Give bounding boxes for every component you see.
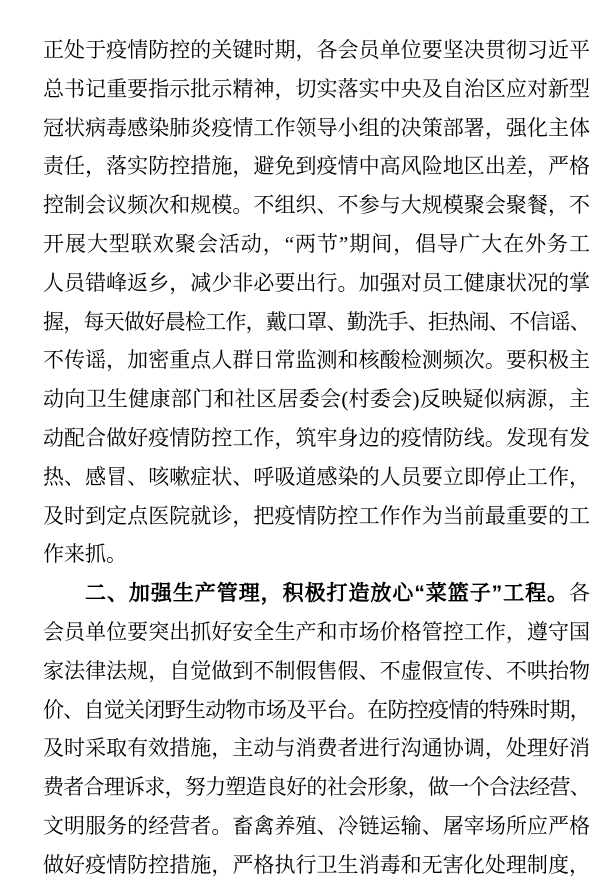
text-line (43, 613, 590, 652)
text-line (43, 380, 590, 419)
body-text: 热、感冒、咳嗽症状、呼吸道感染的人员要立即停止工作， (43, 464, 590, 489)
text-line (43, 341, 590, 380)
text-line (43, 225, 590, 264)
body-text: 做好疫情防控措施，严格执行卫生消毒和无害化处理制度， (43, 852, 590, 877)
text-line (43, 109, 590, 148)
body-text: 家法律法规，自觉做到不制假售假、不虚假宣传、不哄抬物 (43, 658, 590, 683)
body-text: 作来抓。 (43, 542, 127, 567)
paragraph-epidemic-prevention-continuation (43, 31, 590, 574)
text-line (43, 807, 590, 846)
text-line (43, 729, 590, 768)
text-line (43, 419, 590, 458)
section-heading-text: 二、加强生产管理，积极打造放心“菜篮子”工程。 (85, 582, 569, 606)
body-text: 握，每天做好晨检工作，戴口罩、勤洗手、拒热闹、不信谣、 (43, 309, 590, 334)
text-line (43, 768, 590, 807)
body-text: 人员错峰返乡，减少非必要出行。加强对员工健康状况的掌 (43, 270, 590, 295)
body-text: 会员单位要突出抓好安全生产和市场价格管控工作，遵守国 (43, 619, 590, 644)
body-text: 责任，落实防控措施，避免到疫情中高风险地区出差，严格 (43, 154, 590, 179)
body-text: 不传谣，加密重点人群日常监测和核酸检测频次。要积极主 (43, 348, 590, 373)
body-text: 各 (569, 581, 590, 606)
body-text: 开展大型联欢聚会活动，“两节”期间，倡导广大在外务工 (43, 231, 590, 256)
body-text: 冠状病毒感染肺炎疫情工作领导小组的决策部署，强化主体 (43, 115, 590, 140)
text-line (43, 31, 590, 70)
text-line (43, 303, 590, 342)
text-line (43, 264, 590, 303)
text-line (43, 846, 590, 885)
body-text: 价、自觉关闭野生动物市场及平台。在防控疫情的特殊时期， (43, 697, 590, 722)
text-line (43, 691, 590, 730)
body-text: 及时到定点医院就诊，把疫情防控工作作为当前最重要的工 (43, 503, 590, 528)
body-text: 费者合理诉求，努力塑造良好的社会形象，做一个合法经营、 (43, 775, 590, 800)
text-line (43, 574, 590, 613)
body-text: 正处于疫情防控的关键时期，各会员单位要坚决贯彻习近平 (43, 38, 590, 62)
body-text: 及时采取有效措施，主动与消费者进行沟通协调，处理好消 (43, 736, 590, 761)
text-line (43, 652, 590, 691)
paragraph-production-management (43, 574, 590, 884)
body-text: 总书记重要指示批示精神，切实落实中央及自治区应对新型 (43, 76, 590, 101)
text-line (43, 147, 590, 186)
text-line (43, 186, 590, 225)
text-line (43, 70, 590, 109)
text-line (43, 458, 590, 497)
text-line (43, 535, 590, 574)
body-text: 文明服务的经营者。畜禽养殖、冷链运输、屠宰场所应严格 (43, 813, 590, 838)
body-text: 动向卫生健康部门和社区居委会(村委会)反映疑似病源，主 (43, 387, 590, 412)
document-text (43, 31, 590, 885)
text-line (43, 497, 590, 536)
body-text: 控制会议频次和规模。不组织、不参与大规模聚会聚餐，不 (43, 193, 590, 218)
body-text: 动配合做好疫情防控工作，筑牢身边的疫情防线。发现有发 (43, 425, 590, 450)
